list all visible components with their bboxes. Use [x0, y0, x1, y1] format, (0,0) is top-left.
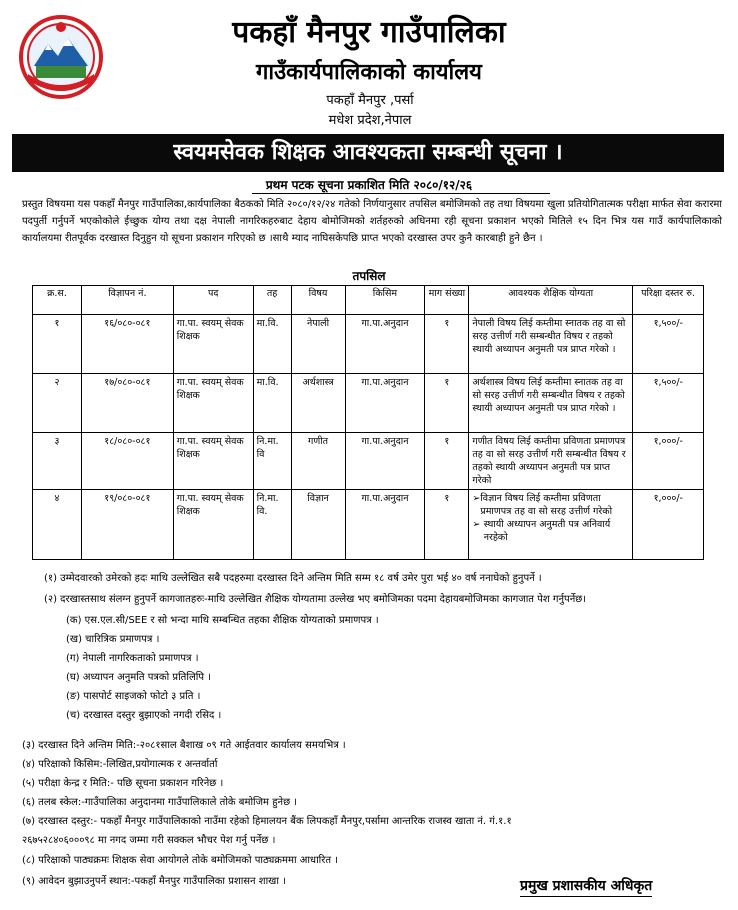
cell-demand: १ — [425, 490, 469, 560]
intro-paragraph: प्रस्तुत विषयमा यस पकहाँ मैनपुर गाउँपालिका,कार्यपालिका बैठकको मिति २०८०/१२/२४ गतेको निर्णयानुसार तपसिल बमोजिमको तह तथा विषयमा खुला प्रतियोगितात्मक परीक्षा मार्फत सेवा करारमा पदपुर्ती गर्नुपर्ने भएकोकोले ईच्छुक योग्य तथा दक्ष नेपाली नागरिकहरुबाट देहाय बोमोजिमको शर्तहरुको अधिनमा रही सूचना प्रकाशन भएको मितिले १५ दिन भित्र यस गाउँ कार्यपालिकाको कार्यालयमा रीतपूर्वक दरखास्त दिनुहुन यो सूचना प्रकाशन गरिएको छ ।साथै म्याद नाघिसकेपछि प्राप्त भएको दरखास्त उपर कुनै कारबाही हुने छैन । — [22, 199, 722, 244]
note-3: (३) दरखास्त दिने अन्तिम मिति:-२०८१साल बैशाख ०९ गते आईतवार कार्यालय समयभित्र । — [22, 740, 346, 751]
arrow-bullet-icon: ➢ — [472, 519, 481, 530]
header-demand: माग संख्या — [425, 286, 469, 315]
cell-sn: ३ — [33, 433, 82, 490]
cell-subject: गणीत — [291, 433, 345, 490]
cell-adv: १९/०८०-०८१ — [81, 490, 173, 560]
cell-adv: १६/०८०-०८१ — [81, 315, 173, 374]
note-8: (८) परिक्षाको पाठ्यक्रमः शिक्षक सेवा आयोगले तोके बमोजिमको पाठ्यक्रममा आधारित । — [22, 855, 339, 866]
note-7: (७) दरखास्त दस्तुर:- पकहाँ मैनपुर गाउँपालिकाको नाउँमा रहेको हिमालयन बैंक लिपकहाँ मैनपुर,पर्सामा आन्तरिक राजस्व खाता नं. गं.१.१ — [22, 816, 512, 827]
note-2-sub-item: (घ) अध्यापन अनुमति पत्रको प्रतिलिपि । — [66, 672, 211, 683]
cell-sn: २ — [33, 374, 82, 433]
note-2-sub-item: (ख) चारित्रिक प्रमाणपत्र । — [66, 634, 160, 645]
table-row — [33, 315, 704, 374]
cell-demand: १ — [425, 374, 469, 433]
header-fee: परिक्षा दस्तर रु. — [632, 286, 703, 315]
cell-subject: नेपाली — [291, 315, 345, 374]
cell-adv: १७/०८०-०८१ — [81, 374, 173, 433]
note-2-sub-item: (ङ) पासपोर्ट साइजको फोटो ३ प्रति । — [66, 691, 201, 702]
vacancy-table — [32, 285, 704, 560]
qualification-bullet — [472, 518, 629, 544]
cell-demand: १ — [425, 433, 469, 490]
cell-post: गा.पा. स्वयम् सेवक शिक्षक — [173, 433, 253, 490]
note-2-sub-item: (क) एस.एल.सी/SEE र सो भन्दा माथि सम्बन्धित तहका शैक्षिक योग्यताको प्रमाणपत्र । — [66, 615, 379, 626]
header-qualification: आवश्यक शैक्षिक योग्यता — [469, 286, 633, 315]
note-1: (१) उम्मेदवारको उमेरको हदः माथि उल्लेखित सबै पदहरुमा दरखास्त दिने अन्तिम मिति सम्म १८ वर्ष उमेर पुरा भई ४० वर्ष ननाघेको हुनुपर्ने । — [44, 573, 542, 584]
header-level: तह — [253, 286, 291, 315]
note-2: (२) दरखास्तसाथ संलग्न हुनुपर्ने कागजातहरुः-माथि उल्लेखित शैक्षिक योग्यतामा उल्लेख भए बमोजिमका पदमा देहायबमोजिमका कागजात पेश गर्नुपर्नेछ। — [44, 594, 587, 605]
note-6: (६) तलब स्केल:-गाउँपालिका अनुदानमा गाउँपालिकाले तोके बमोजिम हुनेछ । — [22, 797, 298, 808]
cell-subject: विज्ञान — [291, 490, 345, 560]
header-sn: क्र.स. — [33, 286, 82, 315]
cell-fee: १,५००/- — [632, 315, 703, 374]
cell-level: नि.मा. वि — [253, 433, 291, 490]
address-line-1: पकहाँ मैनपुर ,पर्सा — [326, 93, 414, 108]
note-2-sub-item: (ग) नेपाली नागरिकताको प्रमाणपत्र । — [66, 653, 199, 664]
cell-qualification: नेपाली विषय लिई कम्तीमा स्नातक तह वा सो सरह उत्तीर्ण गरी सम्बन्धीत विषय र तहको स्थायी अध्यापन अनुमती पत्र प्राप्त गरेको । — [469, 315, 633, 374]
cell-level: मा.वि. — [253, 374, 291, 433]
header-adv-no: विज्ञापन नं. — [81, 286, 173, 315]
cell-fee: १,०००/- — [632, 433, 703, 490]
cell-qualification — [469, 490, 633, 560]
cell-qualification: गणीत विषय लिई कम्तीमा प्रविणता प्रमाणपत्र तह वा सो सरह उत्तीर्ण गरी सम्बन्धीत विषय र तहको स्थायी अध्यापन अनुमती पत्र प्राप्त गरेको — [469, 433, 633, 490]
cell-type: गा.पा.अनुदान — [345, 433, 425, 490]
arrow-bullet-icon: ➢ — [472, 493, 481, 504]
header-type: किसिम — [345, 286, 425, 315]
cell-subject: अर्थशास्त्र — [291, 374, 345, 433]
cell-sn: ४ — [33, 490, 82, 560]
cell-demand: १ — [425, 315, 469, 374]
notice-title: स्वयमसेवक शिक्षक आवश्यकता सम्बन्धी सूचना । — [12, 134, 724, 172]
cell-post: गा.पा. स्वयम् सेवक शिक्षक — [173, 490, 253, 560]
signature-title: प्रमुख प्रशासकीय अधिकृत — [520, 876, 652, 897]
header-post: पद — [173, 286, 253, 315]
note-5: (५) परीक्षा केन्द्र र मिति:- पछि सूचना प्रकाशन गरिनेछ । — [22, 778, 224, 789]
cell-qualification: अर्थशास्त्र विषय लिई कम्तीमा स्नातक तह वा सो सरह उत्तीर्ण गरी सम्बन्धीत विषय र तहको स्थायी अध्यापन अनुमती पत्र प्राप्त गरेको । — [469, 374, 633, 433]
note-2-sub-item: (च) दरखास्त दस्तुर बुझाएको नगदी रसिद । — [66, 710, 222, 721]
address-line-2: मधेश प्रदेश,नेपाल — [328, 113, 412, 128]
table-row — [33, 490, 704, 560]
cell-post: गा.पा. स्वयम् सेवक शिक्षक — [173, 374, 253, 433]
cell-type: गा.पा.अनुदान — [345, 374, 425, 433]
cell-fee: १,५००/- — [632, 374, 703, 433]
table-row — [33, 374, 704, 433]
note-9: (९) आवेदन बुझाउनुपर्ने स्थान:-पकहाँ मैनपुर गाउँपालिका प्रशासन शाखा । — [22, 876, 286, 887]
table-header-row — [33, 286, 704, 315]
cell-adv: १८/०८०-०८१ — [81, 433, 173, 490]
note-7-continued: २६७५२८४०६०००९८ मा नगद जम्मा गरी सक्कल भौचर पेश गर्नु पर्नेछ । — [22, 835, 276, 846]
qualification-text: स्थायी अध्यापन अनुमती पत्र अनिवार्य नरहेको — [483, 519, 611, 543]
cell-level: मा.वि. — [253, 315, 291, 374]
cell-fee: १,०००/- — [632, 490, 703, 560]
cell-type: गा.पा.अनुदान — [345, 490, 425, 560]
qualification-text: विज्ञान विषय लिई कम्तीमा प्रविणता प्रमाणपत्र तह वा सो सरह उत्तीर्ण गरेको — [480, 493, 613, 517]
table-title: तपसिल — [352, 269, 386, 283]
note-4: (४) परिक्षाको किसिम:-लिखित,प्रयोगात्मक र अन्तर्वार्ता — [22, 759, 218, 770]
office-name: गाउँकार्यपालिकाको कार्यालय — [256, 59, 482, 85]
publish-underline — [252, 193, 550, 194]
municipality-name: पकहाँ मैनपुर गाउँपालिका — [232, 15, 506, 50]
publish-date-line: प्रथम पटक सूचना प्रकाशित मिति २०८०/१२/२६ — [265, 178, 473, 192]
cell-post: गा.पा. स्वयम् सेवक शिक्षक — [173, 315, 253, 374]
header-subject: विषय — [291, 286, 345, 315]
cell-type: गा.पा.अनुदान — [345, 315, 425, 374]
qualification-bullet — [472, 492, 629, 518]
cell-sn: १ — [33, 315, 82, 374]
cell-level: नि.मा. वि. — [253, 490, 291, 560]
table-row — [33, 433, 704, 490]
